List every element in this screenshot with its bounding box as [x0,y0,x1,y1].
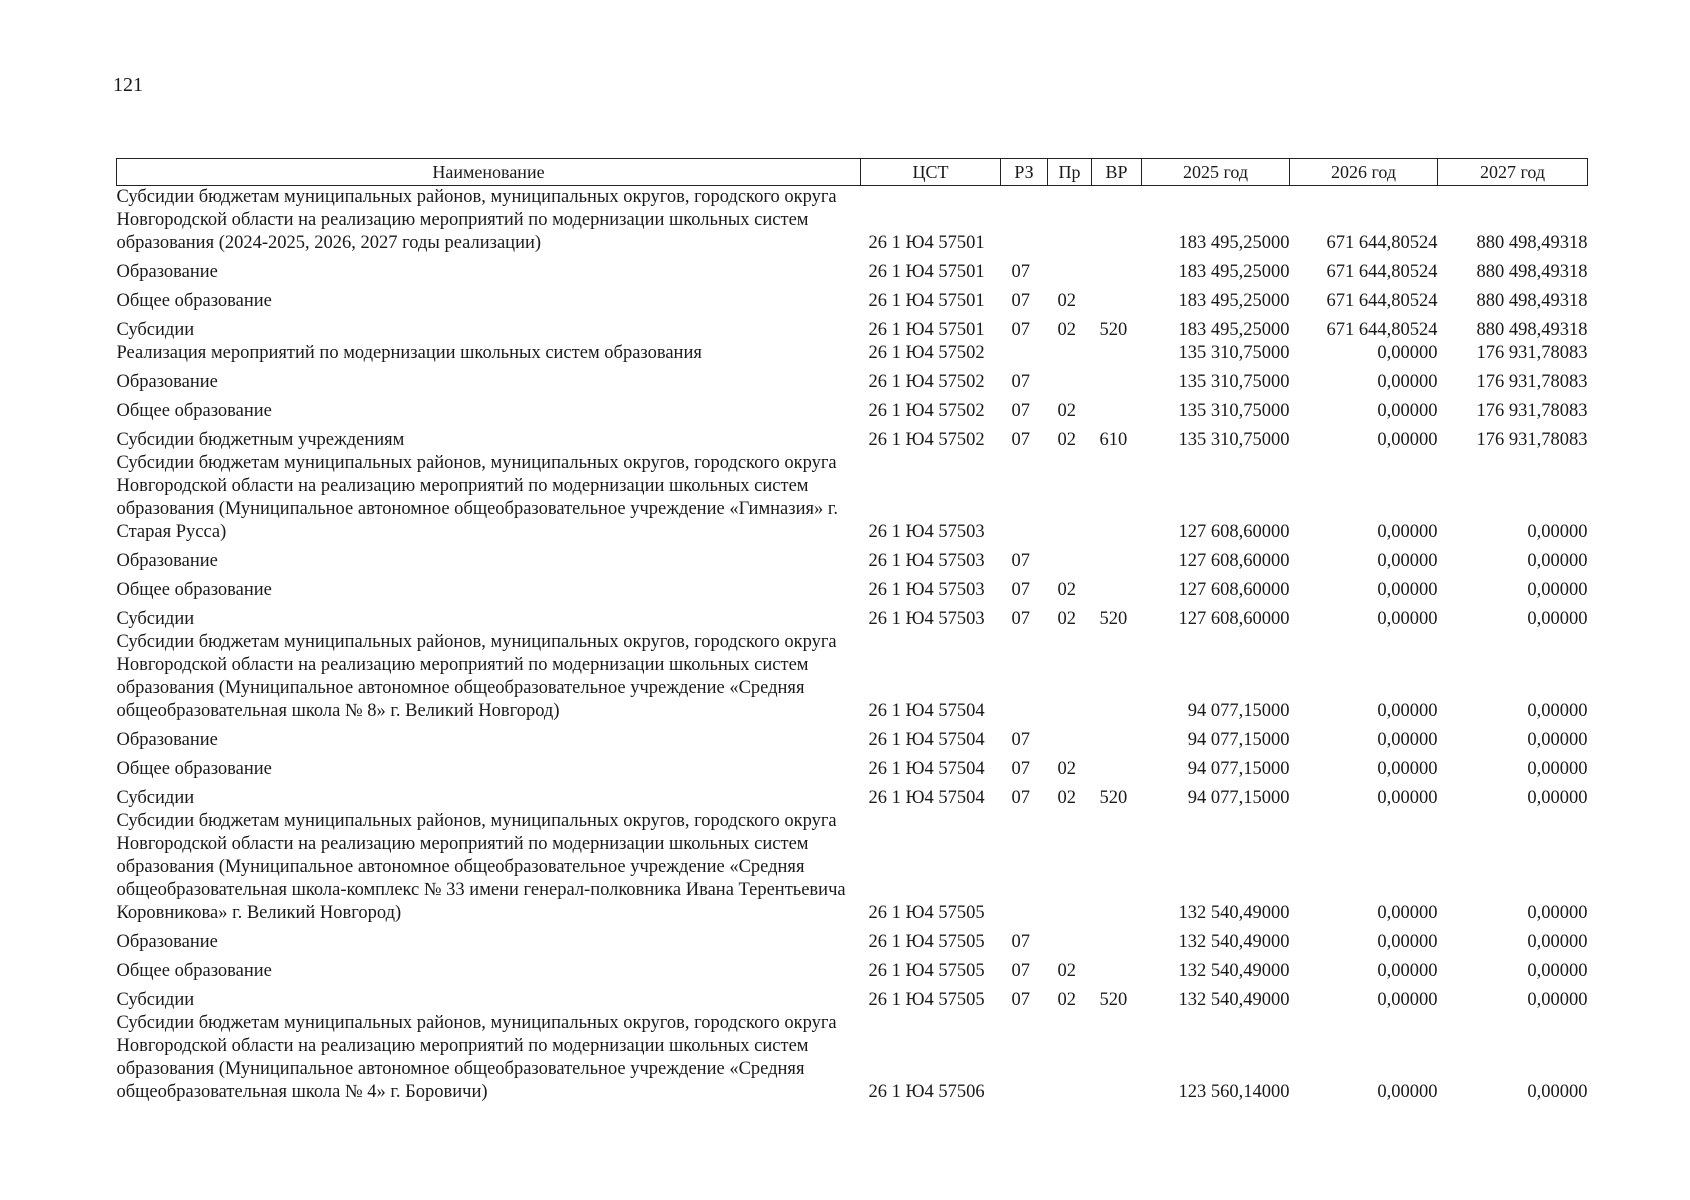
row-cst: 26 1 Ю4 57505 [868,961,985,981]
row-name: Субсидии [116,609,195,629]
row-value-2025: 132 540,49000 [1178,961,1290,981]
row-value-2027: 880 498,49318 [1476,320,1588,340]
row-cst: 26 1 Ю4 57504 [868,788,985,808]
row-rz [1001,1012,1048,1104]
row-name: Субсидии бюджетным учреждениям [116,430,405,450]
row-pr [1048,186,1092,256]
row-value-2026: 0,00000 [1377,701,1438,721]
row-vr [1092,954,1142,983]
row-vr [1092,365,1142,394]
row-value-2027: 176 931,78083 [1476,430,1588,450]
table-row [117,810,1588,925]
table-row [117,723,1588,752]
row-value-2027: 0,00000 [1527,580,1588,600]
row-vr [1092,394,1142,423]
row-value-2025: 94 077,15000 [1187,759,1290,779]
row-cst: 26 1 Ю4 57505 [868,903,985,923]
row-name: Общее образование [116,759,272,779]
table-row [117,573,1588,602]
row-cst: 26 1 Ю4 57503 [868,580,985,600]
row-vr [1092,186,1142,256]
row-rz: 07 [1011,262,1030,282]
row-rz: 07 [1011,759,1030,779]
row-rz: 07 [1011,730,1030,750]
row-value-2027: 880 498,49318 [1476,291,1588,311]
row-value-2027: 880 498,49318 [1476,233,1588,253]
row-rz [1001,631,1048,723]
row-value-2026: 0,00000 [1377,430,1438,450]
row-rz: 07 [1011,320,1030,340]
row-value-2027: 0,00000 [1527,551,1588,571]
row-pr: 02 [1057,291,1076,311]
table-row [117,631,1588,723]
page-number: 121 [113,74,143,96]
row-pr [1048,1012,1092,1104]
row-value-2026: 0,00000 [1377,551,1438,571]
table-row [117,983,1588,1012]
row-vr [1092,810,1142,925]
row-vr [1092,723,1142,752]
row-value-2025: 135 310,75000 [1178,343,1290,363]
row-rz: 07 [1011,551,1030,571]
row-vr: 520 [1099,609,1128,629]
row-rz [1001,452,1048,544]
table-row [117,284,1588,313]
row-value-2027: 0,00000 [1527,788,1588,808]
row-name: Субсидии бюджетам муниципальных районов, муниципальных округов, городского округа Новгородской области на реализацию мероприятий по модернизации школьных систем образования (Муниципальное автономное общеобразовательное учреждение «Средняя общеобразовательная школа № 4» г. Боровичи) [116,1013,837,1102]
row-value-2027: 176 931,78083 [1476,343,1588,363]
row-value-2026: 671 644,80524 [1326,291,1438,311]
row-name: Образование [116,551,218,571]
row-name: Образование [116,262,218,282]
table-row [117,452,1588,544]
table-row [117,602,1588,631]
row-cst: 26 1 Ю4 57501 [868,320,985,340]
row-value-2025: 132 540,49000 [1178,903,1290,923]
table-row [117,544,1588,573]
row-cst: 26 1 Ю4 57503 [868,522,985,542]
row-value-2027: 0,00000 [1527,961,1588,981]
budget-table [116,158,1588,1104]
row-value-2025: 132 540,49000 [1178,932,1290,952]
row-cst: 26 1 Ю4 57504 [868,730,985,750]
row-value-2025: 94 077,15000 [1187,788,1290,808]
row-rz [1001,186,1048,256]
row-vr: 520 [1099,320,1128,340]
row-pr: 02 [1057,609,1076,629]
row-value-2026: 0,00000 [1377,609,1438,629]
table-row [117,781,1588,810]
row-vr [1092,1012,1142,1104]
row-vr [1092,752,1142,781]
header-2025: 2025 год [1142,159,1290,186]
row-pr [1048,723,1092,752]
row-cst: 26 1 Ю4 57504 [868,701,985,721]
row-rz [1001,342,1048,365]
row-value-2025: 183 495,25000 [1178,262,1290,282]
row-value-2027: 0,00000 [1527,730,1588,750]
row-value-2025: 135 310,75000 [1178,401,1290,421]
row-rz: 07 [1011,932,1030,952]
row-cst: 26 1 Ю4 57502 [868,401,985,421]
row-rz: 07 [1011,609,1030,629]
header-2026: 2026 год [1290,159,1438,186]
header-row [117,159,1588,186]
table-row [117,394,1588,423]
row-value-2026: 0,00000 [1377,932,1438,952]
row-value-2026: 0,00000 [1377,372,1438,392]
row-value-2027: 0,00000 [1527,903,1588,923]
row-rz: 07 [1011,291,1030,311]
table-row [117,1012,1588,1104]
table-header [117,159,1588,186]
table-row [117,255,1588,284]
row-pr: 02 [1057,961,1076,981]
row-cst: 26 1 Ю4 57505 [868,932,985,952]
row-name: Общее образование [116,401,272,421]
row-pr: 02 [1057,401,1076,421]
row-cst: 26 1 Ю4 57503 [868,551,985,571]
row-value-2026: 0,00000 [1377,343,1438,363]
row-value-2026: 0,00000 [1377,903,1438,923]
header-vr: ВР [1092,159,1142,186]
row-pr [1048,342,1092,365]
row-cst: 26 1 Ю4 57503 [868,609,985,629]
row-value-2025: 127 608,60000 [1178,609,1290,629]
row-vr [1092,544,1142,573]
row-name: Субсидии [116,990,195,1010]
table-row [117,365,1588,394]
row-value-2027: 0,00000 [1527,609,1588,629]
row-name: Субсидии бюджетам муниципальных районов, муниципальных округов, городского округа Новгородской области на реализацию мероприятий по модернизации школьных систем образования (Муниципальное автономное общеобразовательное учреждение «Гимназия» г. Старая Русса) [116,453,838,542]
row-value-2026: 671 644,80524 [1326,320,1438,340]
row-value-2027: 176 931,78083 [1476,372,1588,392]
row-value-2027: 176 931,78083 [1476,401,1588,421]
row-pr [1048,631,1092,723]
row-value-2026: 0,00000 [1377,990,1438,1010]
row-value-2025: 135 310,75000 [1178,372,1290,392]
row-value-2026: 0,00000 [1377,401,1438,421]
table-row [117,925,1588,954]
row-cst: 26 1 Ю4 57501 [868,233,985,253]
row-name: Образование [116,730,218,750]
row-name: Общее образование [116,291,272,311]
row-name: Образование [116,932,218,952]
row-pr: 02 [1057,990,1076,1010]
row-value-2027: 0,00000 [1527,522,1588,542]
row-pr [1048,810,1092,925]
row-value-2025: 94 077,15000 [1187,701,1290,721]
row-value-2025: 127 608,60000 [1178,551,1290,571]
row-pr [1048,452,1092,544]
row-value-2025: 135 310,75000 [1178,430,1290,450]
row-value-2027: 0,00000 [1527,1082,1588,1102]
row-name: Субсидии [116,788,195,808]
row-name: Общее образование [116,580,272,600]
row-value-2025: 127 608,60000 [1178,522,1290,542]
row-cst: 26 1 Ю4 57501 [868,262,985,282]
row-rz: 07 [1011,788,1030,808]
header-pr: Пр [1048,159,1092,186]
row-value-2027: 0,00000 [1527,932,1588,952]
header-name: Наименование [117,159,861,186]
row-value-2025: 183 495,25000 [1178,233,1290,253]
row-value-2026: 0,00000 [1377,759,1438,779]
row-rz: 07 [1011,372,1030,392]
row-value-2026: 0,00000 [1377,961,1438,981]
row-value-2025: 183 495,25000 [1178,291,1290,311]
row-vr: 520 [1099,990,1128,1010]
row-name: Субсидии бюджетам муниципальных районов, муниципальных округов, городского округа Новгородской области на реализацию мероприятий по модернизации школьных систем образования (Муниципальное автономное общеобразовательное учреждение «Средняя общеобразовательная школа № 8» г. Великий Новгород) [116,632,837,721]
row-value-2027: 0,00000 [1527,701,1588,721]
row-vr: 610 [1099,430,1128,450]
row-vr [1092,573,1142,602]
row-vr [1092,631,1142,723]
row-rz: 07 [1011,990,1030,1010]
header-rz: РЗ [1001,159,1048,186]
row-value-2027: 880 498,49318 [1476,262,1588,282]
row-value-2026: 0,00000 [1377,580,1438,600]
row-pr [1048,255,1092,284]
row-value-2025: 127 608,60000 [1178,580,1290,600]
row-cst: 26 1 Ю4 57501 [868,291,985,311]
row-rz [1001,810,1048,925]
row-value-2026: 0,00000 [1377,730,1438,750]
row-vr [1092,925,1142,954]
row-cst: 26 1 Ю4 57502 [868,343,985,363]
row-rz: 07 [1011,401,1030,421]
table-row [117,752,1588,781]
row-value-2025: 132 540,49000 [1178,990,1290,1010]
row-vr [1092,284,1142,313]
row-pr [1048,544,1092,573]
row-pr: 02 [1057,320,1076,340]
row-cst: 26 1 Ю4 57502 [868,372,985,392]
row-vr [1092,255,1142,284]
row-cst: 26 1 Ю4 57502 [868,430,985,450]
row-cst: 26 1 Ю4 57505 [868,990,985,1010]
table-row [117,186,1588,256]
row-rz: 07 [1011,580,1030,600]
row-name: Общее образование [116,961,272,981]
row-rz: 07 [1011,961,1030,981]
row-value-2027: 0,00000 [1527,990,1588,1010]
row-value-2026: 671 644,80524 [1326,262,1438,282]
row-name: Реализация мероприятий по модернизации школьных систем образования [116,343,702,363]
row-value-2025: 123 560,14000 [1178,1082,1290,1102]
header-cst: ЦСТ [861,159,1001,186]
row-value-2026: 0,00000 [1377,1082,1438,1102]
table-row [117,313,1588,342]
row-cst: 26 1 Ю4 57504 [868,759,985,779]
row-pr: 02 [1057,580,1076,600]
row-name: Субсидии бюджетам муниципальных районов, муниципальных округов, городского округа Новгородской области на реализацию мероприятий по модернизации школьных систем образования (Муниципальное автономное общеобразовательное учреждение «Средняя общеобразовательная школа-комплекс № 33 имени генерал-полковника Ивана Терентьевича Коровникова» г. Великий Новгород) [116,811,846,923]
row-name: Субсидии бюджетам муниципальных районов, муниципальных округов, городского округа Новгородской области на реализацию мероприятий по модернизации школьных систем образования (2024-2025, 2026, 2027 годы реализации) [116,187,837,253]
row-value-2027: 0,00000 [1527,759,1588,779]
row-cst: 26 1 Ю4 57506 [868,1082,985,1102]
table-row [117,954,1588,983]
row-value-2025: 183 495,25000 [1178,320,1290,340]
row-value-2026: 671 644,80524 [1326,233,1438,253]
table-body [117,186,1588,1105]
row-value-2025: 94 077,15000 [1187,730,1290,750]
row-name: Субсидии [116,320,195,340]
row-value-2026: 0,00000 [1377,522,1438,542]
row-pr [1048,365,1092,394]
row-pr [1048,925,1092,954]
row-name: Образование [116,372,218,392]
row-vr [1092,452,1142,544]
row-vr: 520 [1099,788,1128,808]
header-2027: 2027 год [1438,159,1588,186]
row-rz: 07 [1011,430,1030,450]
row-pr: 02 [1057,430,1076,450]
row-value-2026: 0,00000 [1377,788,1438,808]
table-row [117,423,1588,452]
row-pr: 02 [1057,788,1076,808]
row-pr: 02 [1057,759,1076,779]
table-row [117,342,1588,365]
row-vr [1092,342,1142,365]
